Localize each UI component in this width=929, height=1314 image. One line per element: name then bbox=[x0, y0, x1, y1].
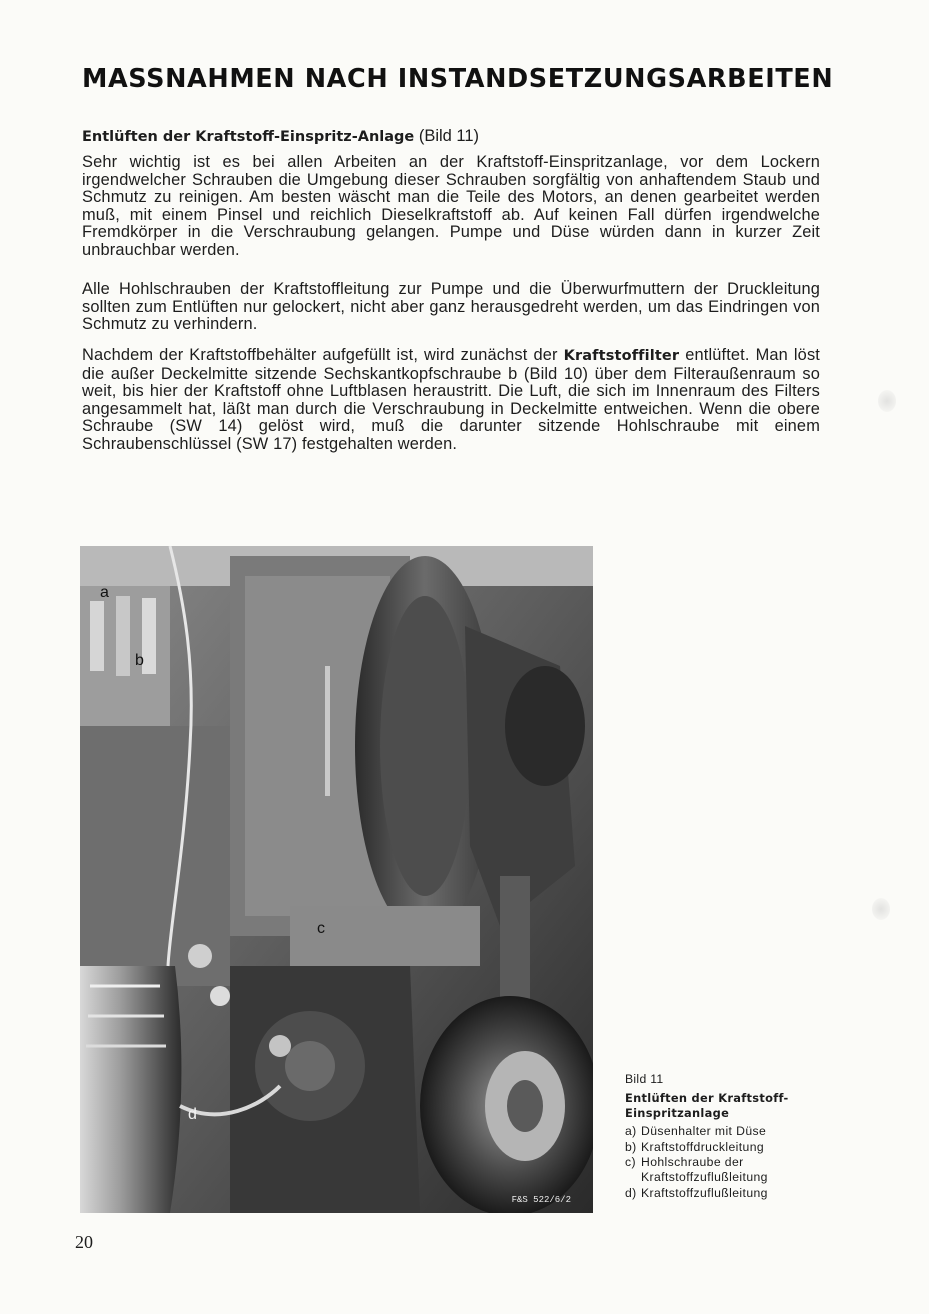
legend-key: c) bbox=[625, 1155, 636, 1170]
scan-speck bbox=[872, 898, 890, 920]
figure-label-d: d bbox=[188, 1106, 197, 1123]
legend-item bbox=[625, 1124, 825, 1139]
page-title: MASSNAHMEN NACH INSTANDSETZUNGSARBEITEN bbox=[82, 64, 834, 94]
legend-item bbox=[625, 1186, 825, 1201]
figure-label-b: b bbox=[135, 652, 144, 669]
paragraph-fuel-filter-bold: Kraftstoffilter bbox=[563, 348, 680, 364]
paragraph-hollow-screws: Alle Hohlschrauben der Kraftstoffleitung zur Pumpe und die Überwurfmuttern der Druckleitung sollten zum Entlüften nur gelockert, nicht aber ganz herausgedreht werden, um das Eindringen von Schmutz zu verhindern. bbox=[82, 280, 820, 334]
figure-caption bbox=[625, 1072, 825, 1201]
section-heading-bold: Entlüften der Kraftstoff-Einspritz-Anlage bbox=[82, 129, 415, 145]
section-heading bbox=[82, 127, 479, 146]
figure-label-c: c bbox=[317, 920, 325, 937]
caption-subtitle: Entlüften der Kraftstoff-Einspritzanlage bbox=[625, 1091, 789, 1120]
paragraph-fuel-filter-start: Nachdem der Kraftstoffbehälter aufgefüllt ist, wird zunächst der bbox=[82, 346, 564, 364]
legend-key: b) bbox=[625, 1139, 637, 1154]
legend-text: Düsenhalter mit Düse bbox=[641, 1124, 767, 1139]
caption-legend bbox=[625, 1124, 825, 1201]
legend-item bbox=[625, 1155, 825, 1186]
figure-label-a: a bbox=[100, 584, 109, 601]
legend-text: Kraftstoffzuflußleitung bbox=[641, 1185, 768, 1200]
legend-item bbox=[625, 1140, 825, 1155]
legend-text: Kraftstoffdruckleitung bbox=[641, 1139, 765, 1154]
engine-photo bbox=[80, 546, 593, 1213]
section-heading-ref: (Bild 11) bbox=[414, 127, 480, 145]
legend-key: d) bbox=[625, 1185, 637, 1200]
photo-code: F&S 522/6/2 bbox=[511, 1195, 571, 1205]
page-number: 20 bbox=[75, 1232, 93, 1252]
legend-key: a) bbox=[625, 1124, 637, 1139]
scan-speck bbox=[878, 390, 896, 412]
paragraph-fuel-filter bbox=[82, 347, 820, 454]
legend-text: Hohlschraube der Kraftstoffzuflußleitung bbox=[641, 1155, 768, 1185]
engine-photo-illustration bbox=[80, 546, 593, 1213]
paragraph-cleaning: Sehr wichtig ist es bei allen Arbeiten an der Kraftstoff-Einspritzanlage, vor dem Lockern irgendwelcher Schrauben die Umgebung dieser Schrauben sorgfältig von anhaftendem Staub und Schmutz zu reinigen. Am besten wäscht man die Teile des Motors, an denen gearbeitet werden muß, mit einem Pinsel und reichlich Dieselkraftstoff ab. Auf keinen Fall dürfen irgendwelche Fremdkörper in die Verschraubung gelangen. Pumpe und Düse würden dann in kurzer Zeit unbrauchbar werden. bbox=[82, 153, 820, 259]
paragraph-fuel-filter-end: entlüftet. Man löst die außer Deckelmitte sitzende Sechskantkopfschraube b (Bild 10) über dem Filteraußenraum so weit, bis hier der Kraftstoff ohne Luftblasen heraustritt. Die Luft, die sich im Innenraum des Filters angesammelt hat, läßt man durch die Verschraubung in Deckelmitte entweichen. Wenn die obere Schraube (SW 14) gelöst wird, muß die darunter sitzende Hohlschraube mit einem Schraubenschlüssel (SW 17) festgehalten werden. bbox=[82, 346, 820, 453]
caption-title: Bild 11 bbox=[625, 1072, 664, 1086]
